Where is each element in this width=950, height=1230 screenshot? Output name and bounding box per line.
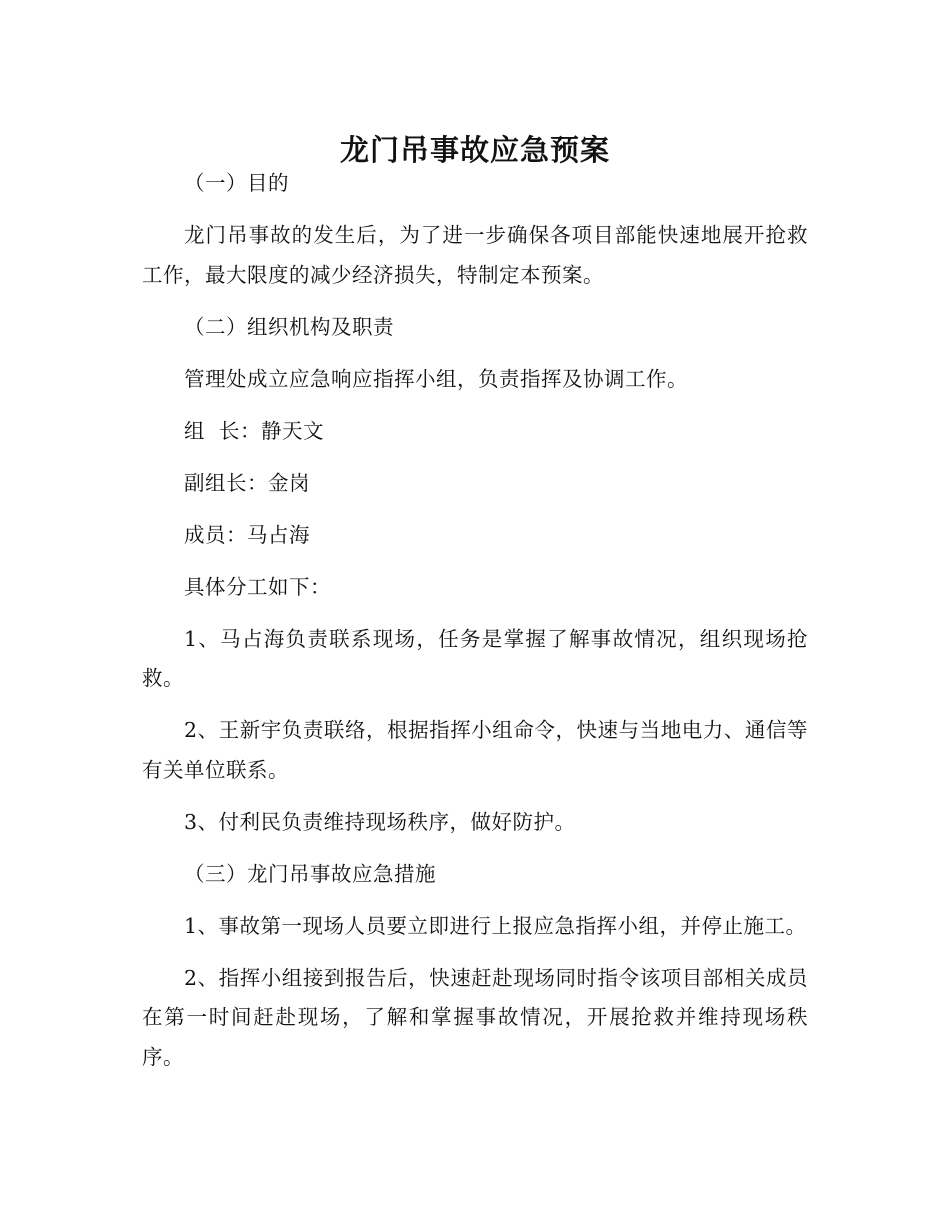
- organization-paragraph: 管理处成立应急响应指挥小组，负责指挥及协调工作。: [184, 366, 688, 391]
- deputy-leader-line: 副组长：金岗: [184, 470, 310, 495]
- division-item-1: 1、马占海负责联系现场，任务是掌握了解事故情况，组织现场抢救。: [142, 626, 808, 690]
- section-heading-measures: （三）龙门吊事故应急措施: [184, 861, 436, 886]
- team-leader-line: 组 长：静天文: [184, 418, 325, 443]
- measure-item-1: 1、事故第一现场人员要立即进行上报应急指挥小组，并停止施工。: [184, 913, 807, 938]
- members-line: 成员：马占海: [184, 522, 310, 547]
- document-body: [142, 164, 808, 1090]
- section-heading-purpose: （一）目的: [184, 171, 289, 195]
- section-heading-organization: （二）组织机构及职责: [184, 314, 394, 339]
- purpose-paragraph: 龙门吊事故的发生后，为了进一步确保各项目部能快速地展开抢救工作，最大限度的减少经济损失，特制定本预案。: [142, 223, 808, 287]
- document-title: 龙门吊事故应急预案: [339, 133, 610, 168]
- division-intro: 具体分工如下：: [184, 574, 331, 599]
- measure-item-2: 2、指挥小组接到报告后，快速赶赴现场同时指令该项目部相关成员在第一时间赶赴现场，了解和掌握事故情况，开展抢救并维持现场秩序。: [142, 965, 808, 1069]
- division-item-2: 2、王新宇负责联络，根据指挥小组命令，快速与当地电力、通信等有关单位联系。: [142, 718, 808, 782]
- division-item-3: 3、付利民负责维持现场秩序，做好防护。: [184, 809, 576, 834]
